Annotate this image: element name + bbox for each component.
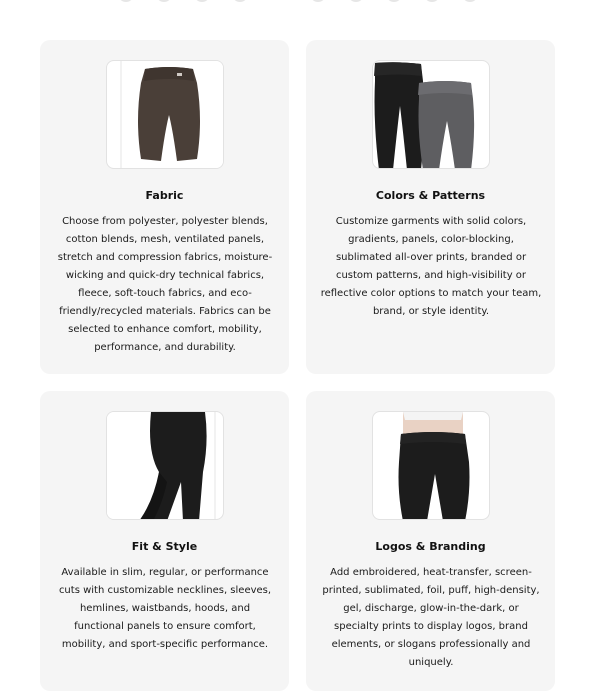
card-description: Choose from polyester, polyester blends, cotton blends, mesh, ventilated panels, stretch and compression fabrics, moisture-wicking and quick-dry technical fabrics, fleece, soft-touch fabrics, and eco-friendly/recycled materials. Fabrics can be selected to enhance comfort, mobility, performance, and durability.	[57, 216, 273, 353]
cut-off-heading	[0, 0, 595, 2]
card-title: Fabric	[145, 189, 184, 202]
card-description: Available in slim, regular, or performance cuts with customizable necklines, sleeves, hemlines, waistbands, hoods, and functional panels to ensure comfort, mobility, and sport-specific performance.	[58, 567, 272, 650]
card-title: Logos & Branding	[375, 540, 486, 553]
card-description: Customize garments with solid colors, gradients, panels, color-blocking, sublimated all-over prints, branded or custom patterns, and high-visibility or reflective color options to match your team, brand, or style identity.	[320, 216, 542, 317]
card-title: Colors & Patterns	[375, 189, 486, 202]
brown-leggings-icon	[107, 61, 224, 169]
feature-card-fit-style	[40, 391, 289, 691]
black-grey-leggings-image	[372, 60, 490, 169]
feature-card-colors-patterns	[306, 40, 555, 374]
feature-card-fabric	[40, 40, 289, 374]
brown-leggings-image	[106, 60, 224, 169]
black-leggings-side-image	[106, 411, 224, 520]
black-leggings-side-icon	[107, 412, 224, 520]
black-grey-leggings-icon	[373, 61, 490, 169]
card-description: Add embroidered, heat-transfer, screen-printed, sublimated, foil, puff, high-density, gel, discharge, glow-in-the-dark, or specialty prints to display logos, brand elements, or slogans professionally and uniquely.	[322, 567, 540, 668]
card-title: Fit & Style	[131, 540, 198, 553]
feature-grid	[40, 40, 555, 691]
black-leggings-front-image	[372, 411, 490, 520]
black-leggings-front-icon	[373, 412, 490, 520]
feature-card-logos-branding	[306, 391, 555, 691]
